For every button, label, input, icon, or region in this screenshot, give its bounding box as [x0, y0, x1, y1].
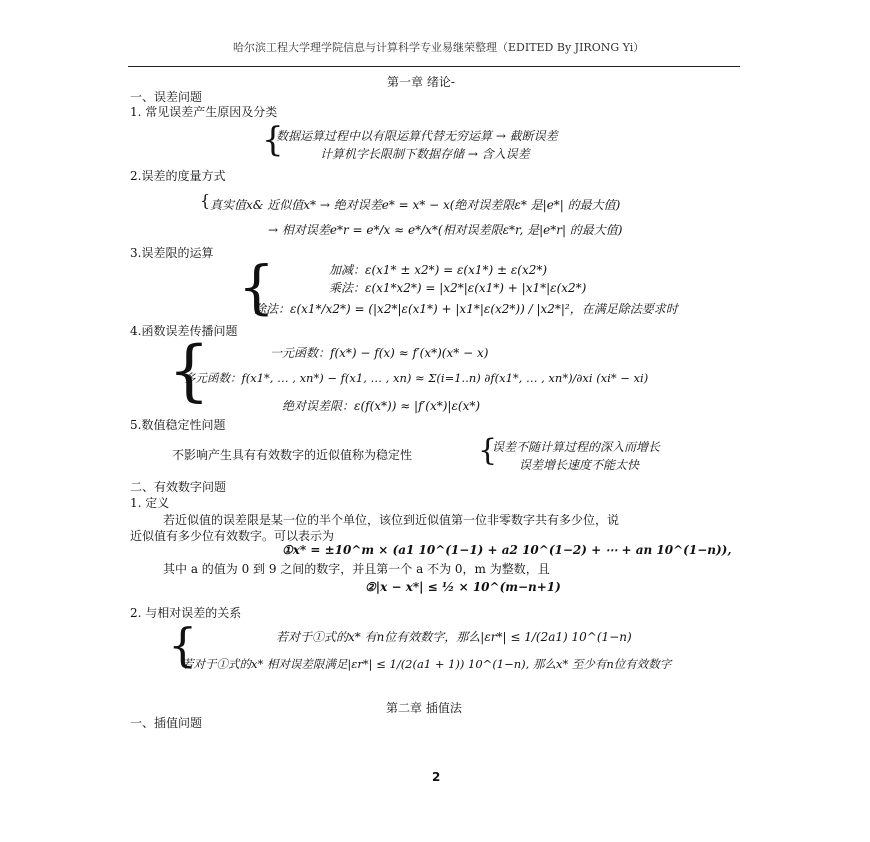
page-header	[233, 39, 644, 55]
item-1-label: 1. 常见误差产生原因及分类	[130, 105, 278, 119]
section-heading-interpolation: 一、插值问题	[130, 716, 203, 730]
section-heading-errors: 一、误差问题	[130, 90, 203, 104]
item-2-label: 2.误差的度量方式	[130, 169, 226, 183]
left-brace-icon: {	[200, 191, 211, 210]
chapter-2-title: 第二章 插值法	[386, 701, 462, 715]
left-brace-icon: {	[262, 120, 284, 160]
definition-text-2: 近似值有多少位有效数字。可以表示为	[130, 529, 335, 543]
item-5-label: 5.数值稳定性问题	[130, 418, 226, 432]
left-brace-icon: {	[478, 433, 498, 468]
left-brace-icon: {	[238, 253, 275, 321]
definition-text-1: 若近似值的误差限是某一位的半个单位，该位到近似值第一位非零数字共有多少位，说	[163, 513, 620, 527]
item-3-label: 3.误差限的运算	[130, 246, 214, 260]
item-4-line-2: 多元函数：f(x1*, … , xn*) − f(x1, … , xn) ≈ Σ(i=1..n) ∂f(x1*, … , xn*)/∂xi (xi* − xi)	[184, 371, 649, 385]
left-brace-icon: {	[168, 332, 210, 409]
formula-1: ①x* = ±10^m × (a1 10^(1−1) + a2 10^(1−2) + ⋯ + an 10^(1−n)),	[282, 543, 732, 557]
item-5-line-2: 误差增长速度不能太快	[519, 458, 640, 472]
definition-label: 1. 定义	[130, 496, 170, 510]
item-1-line-2: 计算机字长限制下数据存储 → 含入误差	[320, 147, 530, 161]
item-3-line-2: 乘法：ε(x1*x2*) = |x2*|ε(x1*) + |x1*|ε(x2*)	[329, 281, 587, 295]
relation-line-1: 若对于①式的x* 有n位有效数字，那么|εr*| ≤ 1/(2a1) 10^(1−n)	[276, 630, 632, 644]
item-2-line-1: 真实值x& 近似值x* → 绝对误差e* = x* − x(绝对误差限ε* 是|e*| 的最大值)	[210, 198, 621, 212]
relation-line-2: 若对于①式的x* 相对误差限满足|εr*| ≤ 1/(2(a1 + 1)) 10^(1−n), 那么x* 至少有n位有效数字	[182, 657, 672, 671]
item-3-line-1: 加减：ε(x1* ± x2*) = ε(x1*) ± ε(x2*)	[329, 263, 548, 277]
definition-text-3: 其中 a 的值为 0 到 9 之间的数字，并且第一个 a 不为 0，m 为整数，且	[163, 562, 550, 576]
relation-label: 2. 与相对误差的关系	[130, 606, 242, 620]
left-brace-icon: {	[168, 618, 198, 672]
page-header-text: 哈尔滨工程大学理学院信息与计算科学专业易继荣整理（EDITED By JIRONG Yi）	[233, 41, 645, 54]
page-number: 2	[432, 770, 441, 784]
item-1-line-1: 数据运算过程中以有限运算代替无穷运算 → 截断误差	[276, 129, 558, 143]
header-rule	[128, 66, 740, 67]
item-3-line-3: 除法：ε(x1*/x2*) = (|x2*|ε(x1*) + |x1*|ε(x2*)) / |x2*|²，在满足除法要求时	[254, 302, 678, 316]
section-heading-significant-digits: 二、有效数字问题	[130, 480, 227, 494]
formula-2: ②|x − x*| ≤ ½ × 10^(m−n+1)	[365, 580, 561, 594]
item-5-intro: 不影响产生具有有效数字的近似值称为稳定性	[172, 448, 413, 462]
item-5-line-1: 误差不随计算过程的深入而增长	[492, 440, 661, 454]
chapter-1-title: 第一章 绪论-	[387, 75, 455, 89]
item-4-label: 4.函数误差传播问题	[130, 324, 238, 338]
item-4-line-1: 一元函数：f(x*) − f(x) ≈ f′(x*)(x* − x)	[270, 346, 489, 360]
item-4-line-3: 绝对误差限：ε(f(x*)) ≈ |f′(x*)|ε(x*)	[282, 399, 481, 413]
item-2-line-2: → 相对误差e*r = e*/x ≈ e*/x*(相对误差限ε*r, 是|e*r| 的最大值)	[268, 223, 623, 237]
